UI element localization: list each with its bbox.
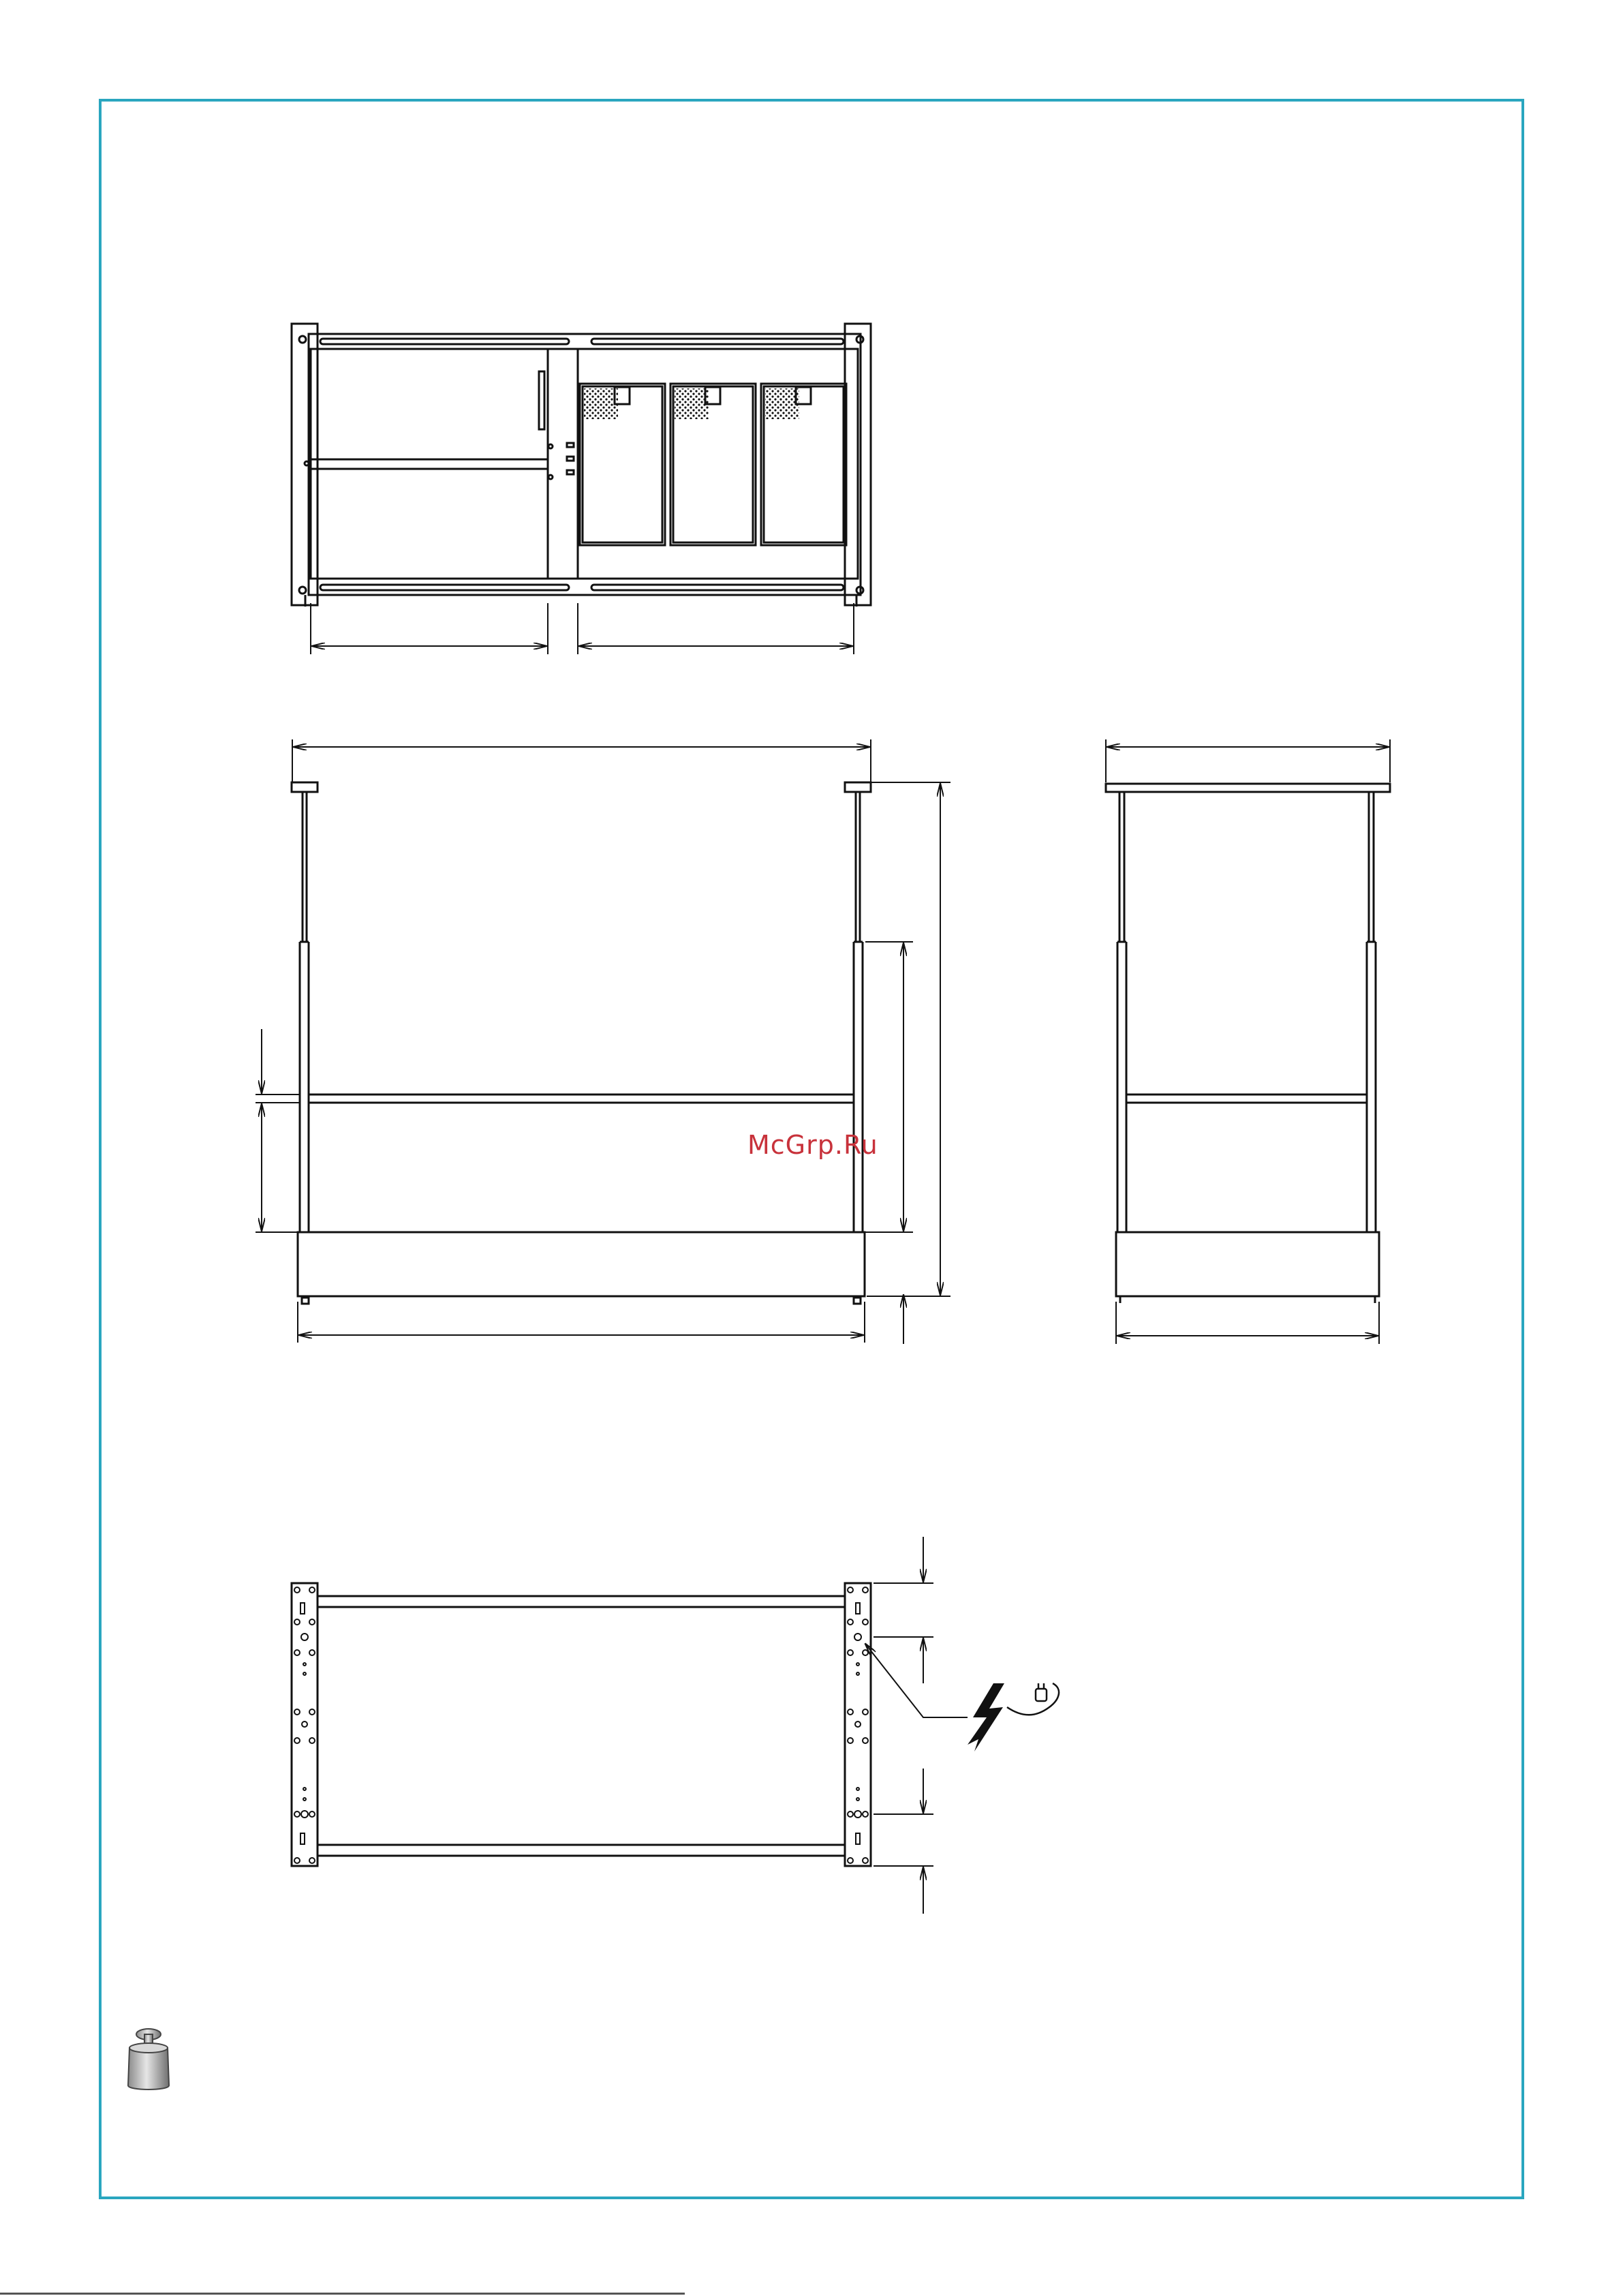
lightning-bolt-icon [968,1683,1004,1751]
base-plan-view [292,1537,968,1914]
footer-rule [0,2293,685,2295]
front-view [256,739,950,1344]
watermark-text: McGrp.Ru [747,1130,878,1160]
top-view [292,324,871,654]
weight-icon [128,2029,169,2090]
side-view [1106,739,1390,1344]
power-plug-icon [1007,1683,1059,1715]
